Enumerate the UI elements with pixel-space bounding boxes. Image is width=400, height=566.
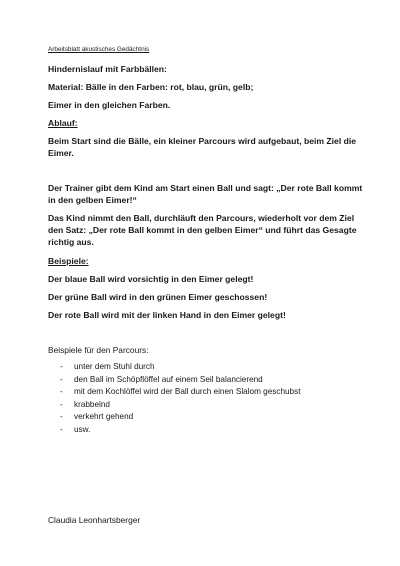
worksheet-title: Hindernislauf mit Farbbällen:	[48, 64, 167, 74]
eimer-line: Eimer in den gleichen Farben.	[48, 100, 171, 110]
parcours-list	[60, 361, 300, 436]
ablauf-heading: Ablauf:	[48, 118, 78, 128]
worksheet-header: Arbeitsblatt akustisches Gedächtnis	[48, 46, 150, 53]
kind-text: Das Kind nimmt den Ball, durchläuft den Parcours, wiederholt vor dem Ziel den Satz: „Der rote Ball kommt in den gelben Eimer“ und führt das Gesagte richtig aus.	[48, 213, 357, 247]
beispiel-item: Der blaue Ball wird vorsichtig in den Eimer gelegt!	[48, 274, 254, 284]
ablauf-text: Beim Start sind die Bälle, ein kleiner Parcours wird aufgebaut, beim Ziel die Eimer.	[48, 136, 357, 158]
list-item: - mit dem Kochlöffel wird der Ball durch einen Slalom geschubst	[60, 386, 300, 399]
beispiele-heading: Beispiele:	[48, 256, 89, 266]
list-item: - krabbelnd	[60, 399, 300, 412]
material-line: Material: Bälle in den Farben: rot, blau, grün, gelb;	[48, 82, 254, 92]
trainer-text: Der Trainer gibt dem Kind am Start einen Ball und sagt: „Der rote Ball kommt in den gelben Eimer!“	[48, 183, 363, 205]
parcours-heading: Beispiele für den Parcours:	[48, 345, 149, 355]
list-item: - verkehrt gehend	[60, 411, 300, 424]
beispiel-item: Der grüne Ball wird in den grünen Eimer geschossen!	[48, 292, 268, 302]
beispiel-item: Der rote Ball wird mit der linken Hand in den Eimer gelegt!	[48, 310, 286, 320]
author-name: Claudia Leonhartsberger	[48, 515, 141, 525]
list-item: - den Ball im Schöpflöffel auf einem Seil balancierend	[60, 374, 300, 387]
list-item: - usw.	[60, 424, 300, 437]
list-item: - unter dem Stuhl durch	[60, 361, 300, 374]
